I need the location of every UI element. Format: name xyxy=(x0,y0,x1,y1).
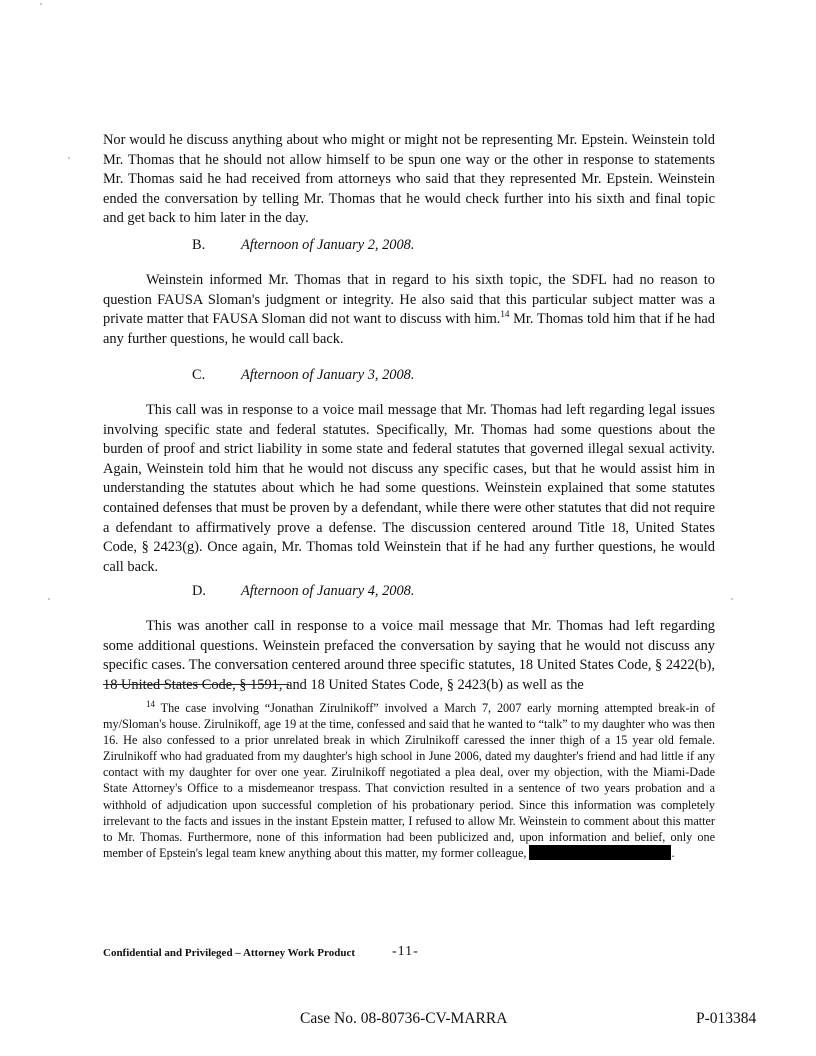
section-letter: C. xyxy=(192,367,206,383)
paragraph-text: Weinstein informed Mr. Thomas that in regard to his sixth topic, the SDFL had no reason to question FAUSA Sloman's judgment or integrity. He also said that this particular subject matter was a private matter that FAUSA Sloman did not want to discuss with him. xyxy=(103,272,715,328)
scan-speck xyxy=(48,598,50,600)
paragraph-text-continued: Mr. Thomas told him that if he had any further questions, he would call back. xyxy=(103,311,715,347)
footnote-separator xyxy=(103,684,289,685)
scan-speck xyxy=(731,598,733,600)
footnote-end: . xyxy=(671,845,675,860)
section-letter: D. xyxy=(192,583,206,599)
scan-speck xyxy=(68,157,70,159)
paragraph-section-c: This call was in response to a voice mail message that Mr. Thomas had left regarding legal issues involving specific state and federal statutes. Specifically, Mr. Thomas had some questions about the burden of proof and strict liability in some state and federal statutes that governed illegal sexual activity. Again, Weinstein told him that he would not discuss any specific cases, but that he would assist him in understanding the statutes about which he had some questions. Weinstein explained that some statutes contained defenses that must be proven by a defendant, while there were other statutes that did not require a defendant to affirmatively prove a defense. The discussion centered around Title 18, United States Code, § 2423(g). Once again, Mr. Thomas told Weinstein that if he had any further questions, he would call back. xyxy=(103,402,715,575)
paragraph-section-d: This was another call in response to a voice mail message that Mr. Thomas had left regarding some additional questions. Weinstein prefaced the conversation by saying that he would not discuss any specific cases. The conversation centered around three specific statutes, 18 United States Code, § 2422(b), 18 United States Code, § 1591, and 18 United States Code, § 2423(b) as well as the xyxy=(103,618,715,693)
scan-speck xyxy=(40,3,42,5)
page-number: -11- xyxy=(392,944,419,959)
section-title: Afternoon of January 3, 2008. xyxy=(241,367,415,383)
footnote-number: 14 xyxy=(146,698,155,709)
section-title: Afternoon of January 4, 2008. xyxy=(241,583,415,599)
section-letter: B. xyxy=(192,237,206,253)
footnote-reference: 14 xyxy=(500,309,510,320)
footnote-14 xyxy=(103,700,715,861)
section-title: Afternoon of January 2, 2008. xyxy=(241,237,415,253)
paragraph-continuation: Nor would he discuss anything about who might or might not be representing Mr. Epstein. Weinstein told Mr. Thomas that he should not allow himself to be spun one way or the other in response to statements Mr. Thomas said he had received from attorneys who said that they represented Mr. Epstein. Weinstein ended the conversation by telling Mr. Thomas that he would check further into his sixth and final topic and get back to him later in the day. xyxy=(103,132,715,227)
bates-number: P-013384 xyxy=(696,1010,757,1027)
confidential-notice: Confidential and Privileged – Attorney Work Product xyxy=(103,947,355,959)
footnote-text: The case involving “Jonathan Zirulnikoff” involved a March 7, 2007 early morning attempted break-in of my/Sloman's house. Zirulnikoff, age 19 at the time, confessed and said that he wanted to “talk” to my daughter who was then 16. He also confessed to a prior unrelated break in which Zirulnikoff caressed the inner thigh of a 15 year old female. Zirulnikoff who had graduated from my daughter's high school in June 2006, dated my daughter's friend and had little if any contact with my daughter for over one year. Zirulnikoff negotiated a plea deal, over my objection, with the Miami-Dade State Attorney's Office to a misdemeanor trespass. That conviction resulted in a sentence of two years probation and a withhold of adjudication upon successful completion of his probationary period. Since this information was completely irrelevant to the facts and issues in the instant Epstein matter, I refused to allow Mr. Weinstein to comment about this matter to Mr. Thomas. Furthermore, none of this information had been publicized and, upon information and belief, only one member of Epstein's legal team knew anything about this matter, my former colleague, xyxy=(103,701,715,860)
paragraph-section-b xyxy=(103,271,715,349)
redaction-block xyxy=(529,845,671,860)
case-number: Case No. 08-80736-CV-MARRA xyxy=(300,1010,508,1027)
